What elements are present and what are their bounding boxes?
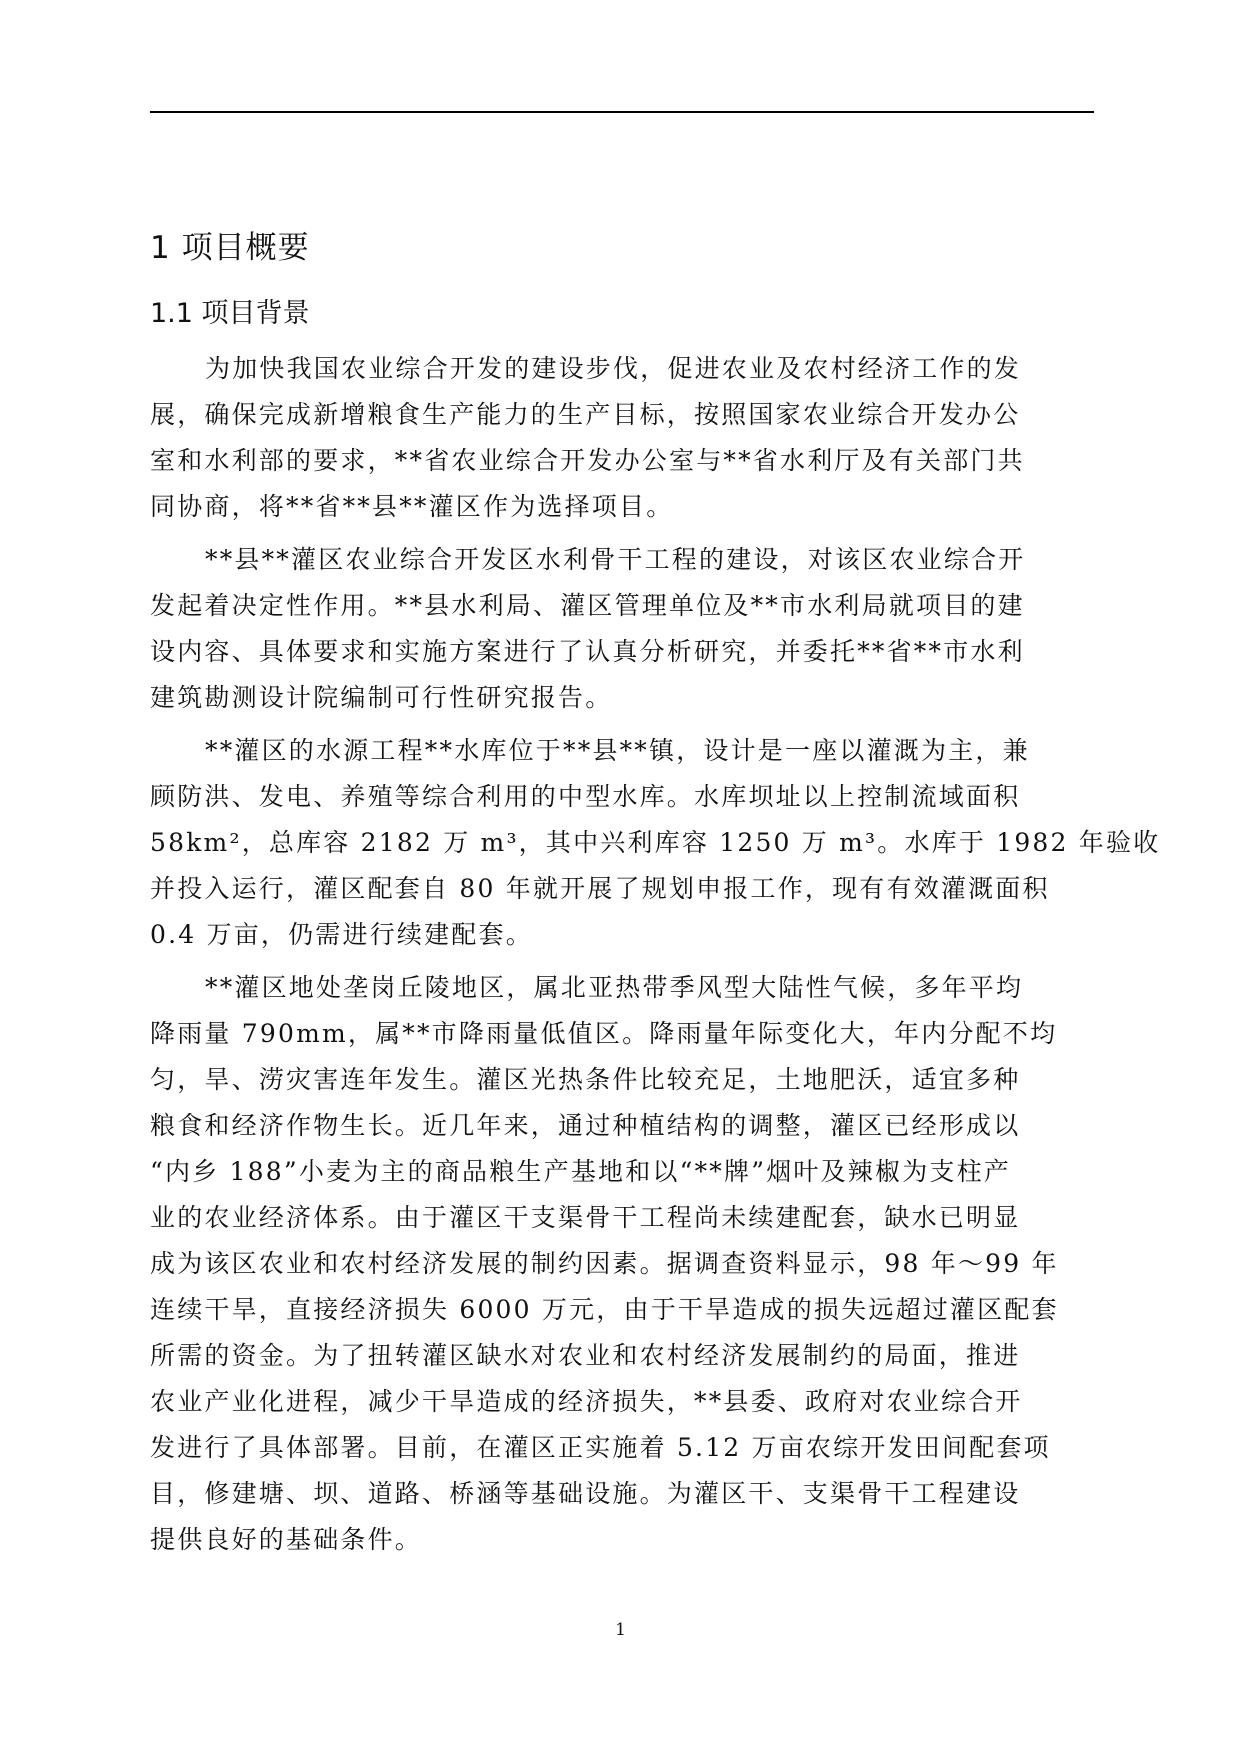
paragraph-line: 业的农业经济体系。由于灌区干支渠骨干工程尚未续建配套，缺水已明显	[150, 1203, 1021, 1232]
paragraph-1	[150, 346, 1094, 530]
paragraph-line: 展，确保完成新增粮食生产能力的生产目标，按照国家农业综合开发办公	[150, 400, 1021, 429]
paragraph-line: 成为该区农业和农村经济发展的制约因素。据调查资料显示，98 年～99 年	[150, 1249, 1059, 1278]
paragraph-line: 粮食和经济作物生长。近几年来，通过种植结构的调整，灌区已经形成以	[150, 1111, 1021, 1140]
paragraph-line: 提供良好的基础条件。	[150, 1525, 423, 1554]
paragraph-line: **灌区的水源工程**水库位于**县**镇，设计是一座以灌溉为主，兼	[205, 736, 1030, 765]
paragraph-line: **灌区地处垄岗丘陵地区，属北亚热带季风型大陆性气候，多年平均	[205, 973, 1024, 1002]
body-text	[150, 346, 1161, 1570]
paragraph-line: 建筑勘测设计院编制可行性研究报告。	[150, 683, 613, 712]
paragraph-line: 顾防洪、发电、养殖等综合利用的中型水库。水库坝址以上控制流域面积	[150, 782, 1021, 811]
paragraph-2	[150, 537, 1094, 721]
paragraph-line: 为加快我国农业综合开发的建设步伐，促进农业及农村经济工作的发	[205, 354, 1022, 383]
paragraph-line: 目，修建塘、坝、道路、桥涵等基础设施。为灌区干、支渠骨干工程建设	[150, 1479, 1021, 1508]
paragraph-line: 设内容、具体要求和实施方案进行了认真分析研究，并委托**省**市水利	[150, 637, 1025, 666]
subsection-title: 1.1 项目背景	[150, 298, 310, 329]
paragraph-line: 58km²，总库容 2182 万 m³，其中兴利库容 1250 万 m³。水库于 1982 年验收	[150, 828, 1161, 857]
paragraph-line: 室和水利部的要求，**省农业综合开发办公室与**省水利厅及有关部门共	[150, 446, 1025, 475]
paragraph-line: 并投入运行，灌区配套自 80 年就开展了规划申报工作，现有有效灌溉面积	[150, 874, 1050, 903]
paragraph-3	[150, 728, 1161, 958]
section-title: 1 项目概要	[150, 230, 310, 266]
paragraph-line: **县**灌区农业综合开发区水利骨干工程的建设，对该区农业综合开	[205, 545, 1026, 574]
paragraph-line: 0.4 万亩，仍需进行续建配套。	[150, 920, 533, 949]
paragraph-line: 同协商，将**省**县**灌区作为选择项目。	[150, 492, 674, 521]
paragraph-line: 匀，旱、涝灾害连年发生。灌区光热条件比较充足，土地肥沃，适宜多种	[150, 1065, 1021, 1094]
paragraph-line: 降雨量 790mm，属**市降雨量低值区。降雨量年际变化大，年内分配不均	[150, 1019, 1058, 1048]
paragraph-line: 连续干旱，直接经济损失 6000 万元，由于干旱造成的损失远超过灌区配套	[150, 1295, 1059, 1324]
header-rule	[150, 111, 1094, 113]
paragraph-line: 所需的资金。为了扭转灌区缺水对农业和农村经济发展制约的局面，推进	[150, 1341, 1021, 1370]
paragraph-line: 发进行了具体部署。目前，在灌区正实施着 5.12 万亩农综开发田间配套项	[150, 1433, 1051, 1462]
paragraph-line: “内乡 188”小麦为主的商品粮生产基地和以“**牌”烟叶及辣椒为支柱产	[150, 1157, 1011, 1186]
page-number: 1	[615, 1620, 626, 1640]
paragraph-line: 农业产业化进程，减少干旱造成的经济损失，**县委、政府对农业综合开	[150, 1387, 1023, 1416]
paragraph-4	[150, 965, 1094, 1563]
paragraph-line: 发起着决定性作用。**县水利局、灌区管理单位及**市水利局就项目的建	[150, 591, 1025, 620]
